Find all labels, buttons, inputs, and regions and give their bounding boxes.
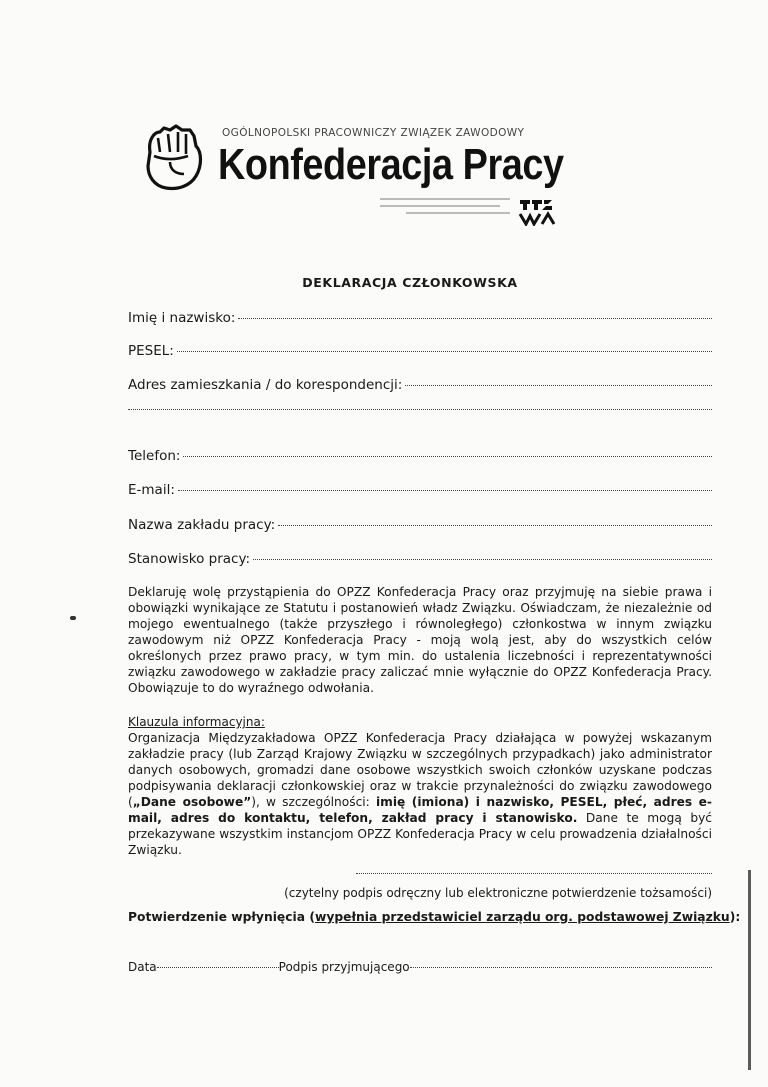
field-label: Telefon: [128, 448, 181, 464]
field-label: Nazwa zakładu pracy: [128, 517, 276, 533]
clause-bold: imię (imiona) i nazwisko, PESEL, płeć, adres e-mail, adres do kontaktu, telefon, zakład pracy i stanowisko. [128, 795, 712, 825]
receiver-signature-label: Podpis przyjmującego [278, 960, 410, 974]
receipt-confirmation-heading [128, 910, 740, 924]
clause-text [128, 730, 712, 858]
clause-part: ), w szczególności: [251, 795, 376, 809]
fill-line[interactable] [238, 318, 712, 319]
fill-line[interactable] [178, 490, 712, 491]
field-label: E-mail: [128, 482, 175, 498]
date-label: Data [128, 960, 157, 974]
position-field[interactable] [128, 551, 712, 567]
workplace-field[interactable] [128, 517, 712, 533]
org-name-logo: Konfederacja Pracy [218, 140, 564, 189]
receipt-row [128, 960, 712, 974]
address-field-line-2[interactable] [128, 412, 712, 413]
fill-line[interactable] [128, 409, 712, 410]
clause-heading: Klauzula informacyjna: [128, 715, 265, 729]
phone-field[interactable] [128, 448, 712, 464]
fill-line[interactable] [253, 559, 712, 560]
clause-bold: „Dane osobowe” [132, 795, 252, 809]
scan-edge-mark [748, 870, 751, 1070]
field-label: Stanowisko pracy: [128, 551, 251, 567]
fill-line[interactable] [177, 351, 712, 352]
signature-caption: (czytelny podpis odręczny lub elektroniczne potwierdzenie tożsamości) [284, 886, 712, 900]
email-field[interactable] [128, 482, 712, 498]
opzz-logo-icon [516, 196, 556, 226]
fill-line[interactable] [405, 385, 712, 386]
decorative-lines [380, 198, 510, 219]
declaration-text: Deklaruję wolę przystąpienia do OPZZ Konfederacja Pracy oraz przyjmuję na siebie prawa i obowiązki wynikające ze Statutu i postanowień władz Związku. Oświadczam, że niezależnie od mojego ewentualnego (także przyszłego i równoległego) członkostwa w innym związku zawodowym niż OPZZ Konfederacja Pracy - moją wolą jest, aby do wszystkich celów określonych przez prawo pracy, w tym min. do ustalenia liczebności i reprezentatywności związku zawodowego w zakładzie pracy zaliczać mnie wyłącznie do OPZZ Konfederacja Pracy. Obowiązuje to do wyraźnego odwołania. [128, 585, 712, 695]
scan-speck [70, 616, 76, 620]
confirm-lead: Potwierdzenie wpłynięcia ( [128, 910, 315, 924]
field-label: Adres zamieszkania / do korespondencji: [128, 377, 403, 393]
receiver-signature-line[interactable] [410, 967, 712, 968]
fill-line[interactable] [278, 525, 712, 526]
signature-line[interactable] [356, 873, 712, 874]
org-subtitle: OGÓLNOPOLSKI PRACOWNICZY ZWIĄZEK ZAWODOWY [222, 127, 525, 139]
pesel-field[interactable] [128, 343, 712, 359]
fist-logo-icon [140, 122, 210, 194]
clause-part: Organizacja Międzyzakładowa OPZZ Konfederacja Pracy działająca w powyżej wskazanym zakładzie pracy (lub Zarząd Krajowy Związku w szczególnych przypadkach) jako administrator danych osobowych, gromadzi dane osobowe wszystkich swoich członków uzyskane podczas podpisywania deklaracji członkowskiej oraz w trakcie przynależności do związku zawodowego ( [128, 731, 712, 809]
field-label: Imię i nazwisko: [128, 310, 236, 326]
confirm-tail: ): [729, 910, 741, 924]
field-label: PESEL: [128, 343, 174, 359]
date-fill-line[interactable] [157, 967, 279, 968]
name-field[interactable] [128, 310, 712, 326]
fill-line[interactable] [183, 456, 712, 457]
confirm-underlined: wypełnia przedstawiciel zarządu org. podstawowej Związku [314, 910, 730, 924]
clause-part: Dane te mogą być przekazywane wszystkim instancjom OPZZ Konfederacja Pracy w celu prowadzenia działalności Związku. [128, 811, 712, 857]
document-title: DEKLARACJA CZŁONKOWSKA [302, 275, 518, 290]
address-field[interactable] [128, 377, 712, 393]
